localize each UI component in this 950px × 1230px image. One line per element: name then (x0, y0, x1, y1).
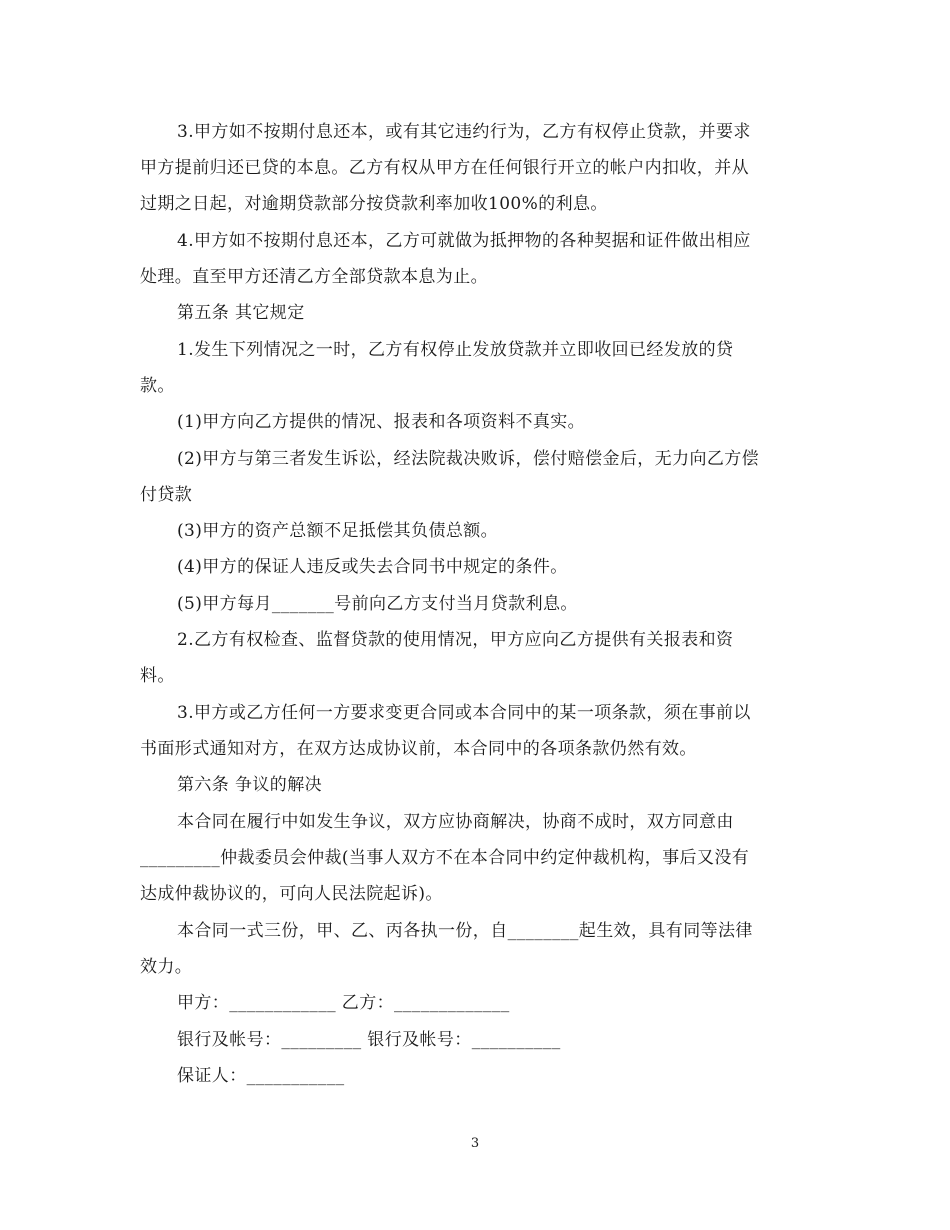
paragraph-line: 2.乙方有权检查、监督贷款的使用情况，甲方应向乙方提供有关报表和资 (177, 630, 734, 650)
signature-line: 保证人：___________ (177, 1066, 345, 1086)
paragraph-line: 料。 (140, 666, 175, 686)
signature-line: 银行及帐号：_________ 银行及帐号：__________ (177, 1030, 561, 1050)
page-number: 3 (470, 1136, 480, 1151)
paragraph-line: 3.甲方如不按期付息还本，或有其它违约行为，乙方有权停止贷款，并要求 (177, 122, 751, 142)
paragraph-line: (1)甲方向乙方提供的情况、报表和各项资料不真实。 (177, 412, 586, 432)
paragraph-line: 本合同在履行中如发生争议，双方应协商解决，协商不成时，双方同意由 (177, 812, 734, 832)
paragraph-line: 达成仲裁协议的，可向人民法院起诉)。 (140, 884, 443, 904)
paragraph-line: (4)甲方的保证人违反或失去合同书中规定的条件。 (177, 557, 568, 577)
paragraph-line: 效力。 (140, 957, 193, 977)
paragraph-line: 3.甲方或乙方任何一方要求变更合同或本合同中的某一项条款，须在事前以 (177, 703, 751, 723)
paragraph-line: 过期之日起，对逾期贷款部分按贷款利率加收100%的利息。 (140, 194, 608, 214)
paragraph-line: 4.甲方如不按期付息还本，乙方可就做为抵押物的各种契据和证件做出相应 (177, 231, 751, 251)
paragraph-line: 本合同一式三份，甲、乙、丙各执一份，自________起生效，具有同等法律 (177, 921, 753, 941)
paragraph-line: 1.发生下列情况之一时，乙方有权停止发放贷款并立即收回已经发放的贷 (177, 340, 734, 360)
paragraph-line: 款。 (140, 376, 175, 396)
section-heading: 第六条 争议的解决 (177, 775, 323, 795)
paragraph-line: (2)甲方与第三者发生诉讼，经法院裁决败诉，偿付赔偿金后，无力向乙方偿 (177, 449, 760, 469)
paragraph-line: (5)甲方每月_______号前向乙方支付当月贷款利息。 (177, 594, 578, 614)
paragraph-line: 书面形式通知对方，在双方达成协议前，本合同中的各项条款仍然有效。 (140, 739, 697, 759)
paragraph-line: (3)甲方的资产总额不足抵偿其负债总额。 (177, 521, 499, 541)
section-heading: 第五条 其它规定 (177, 303, 305, 323)
paragraph-line: 处理。直至甲方还清乙方全部贷款本息为止。 (140, 267, 488, 287)
paragraph-line: 付贷款 (140, 485, 193, 505)
signature-line: 甲方：____________ 乙方：_____________ (177, 993, 510, 1013)
paragraph-line: 甲方提前归还已贷的本息。乙方有权从甲方在任何银行开立的帐户内扣收，并从 (140, 158, 749, 178)
paragraph-line: _________仲裁委员会仲裁(当事人双方不在本合同中约定仲裁机构，事后又没有 (140, 848, 750, 868)
